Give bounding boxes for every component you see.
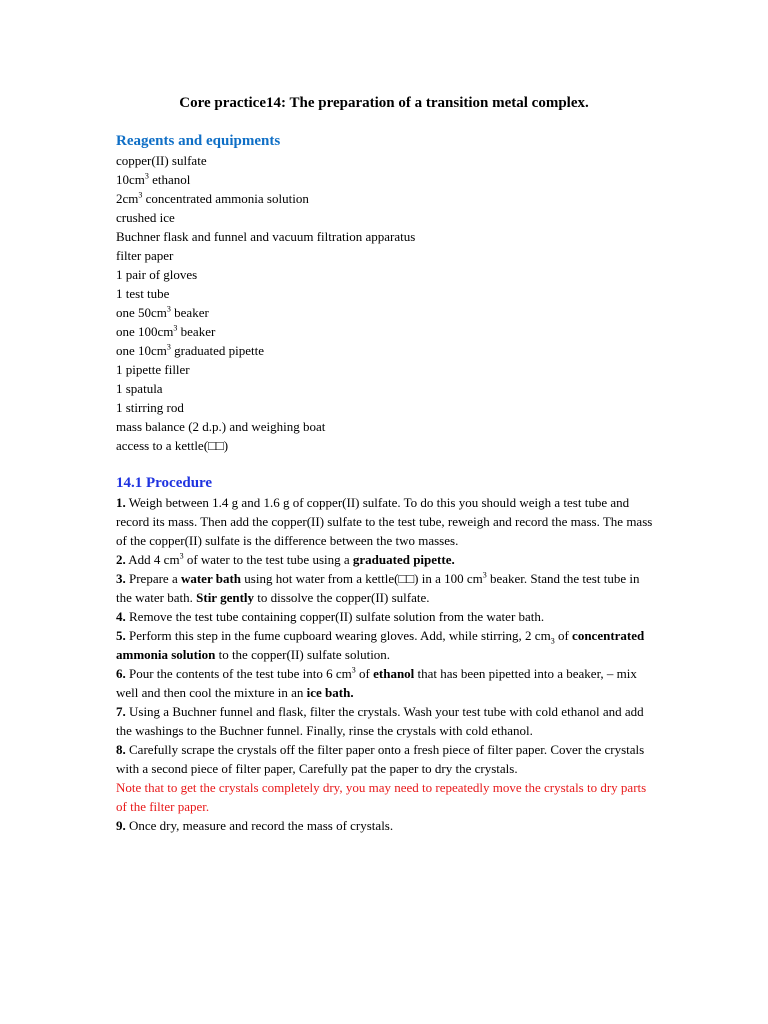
- bold-text: 7.: [116, 704, 126, 719]
- reagent-item: [116, 398, 656, 417]
- bold-text: 4.: [116, 609, 126, 624]
- bold-text: 9.: [116, 818, 126, 833]
- reagent-text: beaker: [177, 324, 216, 339]
- reagent-text: 2cm: [116, 191, 139, 206]
- step-text: of: [355, 666, 374, 681]
- bold-text: graduated pipette.: [352, 552, 455, 567]
- bold-text: 6.: [116, 666, 126, 681]
- reagent-item: [116, 151, 656, 170]
- reagent-item: [116, 360, 656, 379]
- procedure-note: Note that to get the crystals completely dry, you may need to repeatedly move the crystals to dry parts of the filter paper.: [116, 780, 647, 814]
- reagent-text: 1 pipette filler: [116, 362, 190, 377]
- reagent-item: [116, 379, 656, 398]
- reagent-text: one 50cm: [116, 305, 167, 320]
- reagent-text: beaker: [170, 305, 209, 320]
- reagent-text: copper(II) sulfate: [116, 153, 207, 168]
- reagent-text: crushed ice: [116, 210, 175, 225]
- procedure-step: [116, 740, 656, 778]
- bold-text: water bath: [180, 571, 242, 586]
- bold-text: 2.: [116, 552, 126, 567]
- superscript: 3: [166, 342, 171, 352]
- procedure-heading: 14.1 Procedure: [116, 475, 213, 491]
- reagent-text: 10cm: [116, 172, 145, 187]
- reagent-text: mass balance (2 d.p.) and weighing boat: [116, 419, 326, 434]
- bold-text: ice bath.: [306, 685, 354, 700]
- reagent-item: [116, 265, 656, 284]
- reagent-text: graduated pipette: [170, 343, 265, 358]
- step-text: Carefully scrape the crystals off the filter paper onto a fresh piece of filter paper. Cover the crystals with a second piece of filter paper, Carefully pat the paper to dry the crystals.: [116, 742, 645, 776]
- reagent-item: [116, 436, 656, 455]
- bold-text: 3.: [116, 571, 126, 586]
- step-text: Weigh between 1.4 g and 1.6 g of copper(II) sulfate. To do this you should weigh a test tube and record its mass. Then add the copper(II) sulfate to the test tube, reweigh and record the mass. The mass of the copper(II) sulfate is the difference between the two masses.: [116, 495, 653, 548]
- reagent-text: one 100cm: [116, 324, 174, 339]
- step-text: 3: [179, 551, 184, 561]
- reagents-heading: Reagents and equipments: [116, 133, 281, 149]
- reagent-text: filter paper: [116, 248, 174, 263]
- page-title: Core practice14: The preparation of a transition metal complex.: [179, 95, 589, 111]
- procedure-step: [116, 550, 656, 569]
- step-text: beaker. Stand the test tube in the water bath.: [116, 571, 640, 605]
- step-text: Remove the test tube containing copper(II) sulfate solution from the water bath.: [125, 609, 545, 624]
- procedure-step: [116, 702, 656, 740]
- step-text: 3: [482, 570, 487, 580]
- reagent-text: access to a kettle(□□): [116, 438, 229, 453]
- bold-text: concentrated ammonia solution: [116, 628, 645, 662]
- procedure-step: [116, 664, 656, 702]
- step-text: Perform this step in the fume cupboard wearing gloves. Add, while stirring, 2 cm: [125, 628, 551, 643]
- procedure-step: [116, 569, 656, 607]
- step-text: of water to the test tube using a: [183, 552, 353, 567]
- procedure-step: [116, 778, 656, 816]
- step-text: 3: [351, 665, 356, 675]
- step-text: Add 4 cm: [125, 552, 180, 567]
- superscript: 3: [173, 323, 178, 333]
- reagent-item: [116, 284, 656, 303]
- reagent-text: concentrated ammonia solution: [142, 191, 309, 206]
- step-text: Using a Buchner funnel and flask, filter the crystals. Wash your test tube with cold ethanol and add the washings to the Buchner funnel. Finally, rinse the crystals with cold ethanol.: [116, 704, 644, 738]
- bold-text: 5.: [116, 628, 126, 643]
- superscript: 3: [166, 304, 171, 314]
- reagent-item: [116, 341, 656, 360]
- step-text: to dissolve the copper(II) sulfate.: [254, 590, 430, 605]
- reagent-item: [116, 417, 656, 436]
- superscript: 3: [144, 171, 149, 181]
- reagent-text: 1 pair of gloves: [116, 267, 198, 282]
- procedure-step: [116, 626, 656, 664]
- reagent-item: [116, 246, 656, 265]
- reagent-item: [116, 303, 656, 322]
- step-text: using hot water from a kettle(□□) in a 100 cm: [241, 571, 483, 586]
- reagent-item: [116, 208, 656, 227]
- superscript: 3: [138, 190, 143, 200]
- reagent-text: ethanol: [148, 172, 191, 187]
- bold-text: 1.: [116, 495, 126, 510]
- step-text: that has been pipetted into a beaker, – mix well and then cool the mixture in an: [116, 666, 637, 700]
- step-text: to the copper(II) sulfate solution.: [215, 647, 391, 662]
- reagent-item: [116, 227, 656, 246]
- step-text: of: [554, 628, 573, 643]
- bold-text: Stir gently: [196, 590, 255, 605]
- procedure-step: [116, 493, 656, 550]
- reagent-item: [116, 170, 656, 189]
- reagent-item: [116, 322, 656, 341]
- step-text: 3: [550, 636, 555, 646]
- bold-text: 8.: [116, 742, 126, 757]
- reagent-list: [116, 151, 656, 455]
- procedure-step: [116, 816, 656, 835]
- reagent-text: one 10cm: [116, 343, 167, 358]
- reagent-text: 1 spatula: [116, 381, 163, 396]
- reagent-text: 1 stirring rod: [116, 400, 184, 415]
- reagent-item: [116, 189, 656, 208]
- bold-text: ethanol: [373, 666, 415, 681]
- step-text: Once dry, measure and record the mass of crystals.: [125, 818, 394, 833]
- procedure-list: [116, 493, 656, 835]
- reagent-text: Buchner flask and funnel and vacuum filtration apparatus: [116, 229, 416, 244]
- step-text: Prepare a: [125, 571, 181, 586]
- reagent-text: 1 test tube: [116, 286, 170, 301]
- procedure-step: [116, 607, 656, 626]
- document-body: [116, 132, 656, 835]
- step-text: Pour the contents of the test tube into 6 cm: [125, 666, 352, 681]
